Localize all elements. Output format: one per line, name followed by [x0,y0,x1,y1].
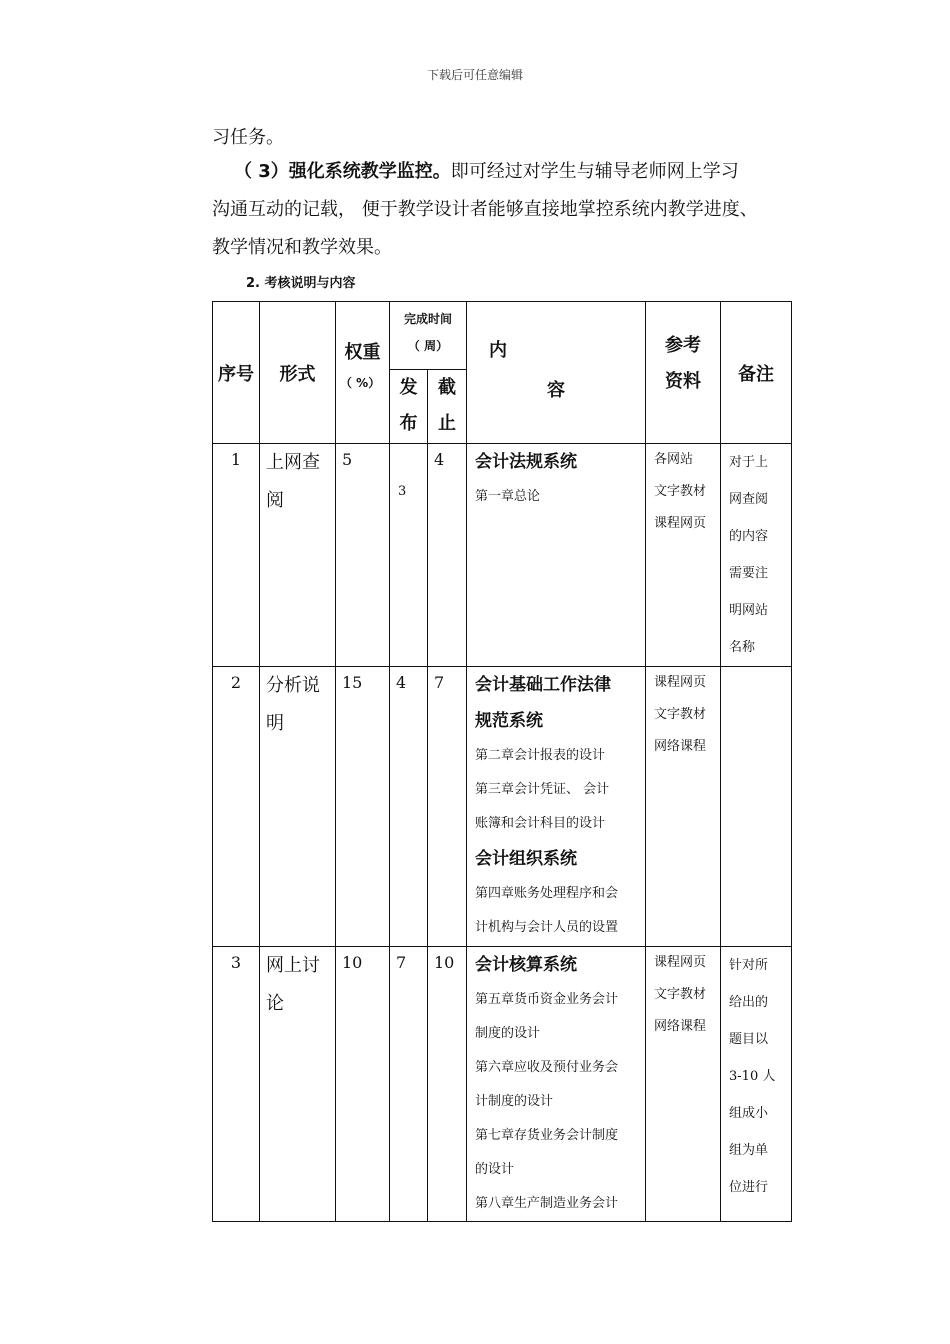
content-chapter: 第五章货币资金业务会计 [475,992,619,1007]
row-form [260,444,336,667]
row-deadline: 10 [428,947,467,1222]
row-seq: 1 [213,444,260,667]
reference-item: 网络课程 [654,739,707,754]
page-header: 下载后可任意编辑 [426,68,523,82]
row-publish [390,444,428,667]
note-line: 需要注 [729,566,769,581]
row-content [467,947,646,1222]
reference-item: 各网站 [654,452,694,467]
row-form-1: 分析说 [266,675,320,696]
row-weight: 5 [336,444,390,667]
content-topic: 会计基础工作法律 [475,675,612,695]
reference-item: 课程网页 [654,955,707,970]
row-publish-value: 3 [398,484,407,499]
section-heading: 2. 考核说明与内容 [246,276,356,291]
content-topic: 会计法规系统 [475,452,578,472]
reference-item: 文字教材 [654,707,707,722]
header-publish-1: 发 [399,377,418,398]
header-seq: 序号 [213,302,260,444]
content-chapter: 第三章会计凭证、 会计 [475,782,610,797]
reference-item: 文字教材 [654,987,707,1002]
content-chapter: 第八章生产制造业务会计 [475,1196,619,1211]
table-row [213,947,792,1222]
assessment-table [212,301,792,1222]
header-form: 形式 [260,302,336,444]
header-note: 备注 [721,302,792,444]
row-deadline: 7 [428,667,467,947]
content-topic: 规范系统 [475,711,544,731]
row-form-2: 明 [266,713,284,734]
header-publish-2: 布 [399,413,418,434]
row-reference [646,667,721,947]
header-content-1: 内 [489,340,508,361]
paragraph-line-2-rest: 即可经过对学生与辅导老师网上学习 [450,161,739,182]
reference-item: 文字教材 [654,484,707,499]
note-line: 给出的 [729,995,769,1010]
header-ref-1: 参考 [665,335,702,356]
row-reference [646,444,721,667]
header-weight-label: 权重 [344,342,381,363]
table-header-row [213,302,792,370]
row-deadline: 4 [428,444,467,667]
content-chapter: 第七章存货业务会计制度 [475,1128,619,1143]
note-line: 针对所 [729,958,769,973]
row-form-1: 上网查 [266,452,320,473]
row-weight: 15 [336,667,390,947]
row-form [260,947,336,1222]
table-row [213,444,792,667]
note-line: 组为单 [729,1143,769,1158]
note-line: 组成小 [729,1106,769,1121]
paragraph-line-4: 教学情况和教学效果。 [212,237,392,258]
row-seq: 2 [213,667,260,947]
content-chapter: 第一章总论 [475,489,541,504]
header-weight-unit: （ %） [340,376,381,390]
row-weight: 10 [336,947,390,1222]
header-deadline-1: 截 [438,377,456,398]
note-line: 网查阅 [729,492,769,507]
content-topic: 会计组织系统 [475,849,578,869]
row-publish: 4 [390,667,428,947]
paragraph-bold-lead: （ 3）强化系统教学监控。 [234,161,451,182]
content-chapter: 的设计 [475,1162,515,1177]
header-content [467,302,646,444]
note-line: 题目以 [729,1032,769,1047]
content-chapter: 账簿和会计科目的设计 [475,816,606,831]
row-form-2: 论 [266,993,284,1014]
row-seq: 3 [213,947,260,1222]
row-note [721,947,792,1222]
header-time-unit: （ 周） [407,339,449,353]
row-form-2: 阅 [266,490,284,511]
content-topic: 会计核算系统 [475,955,578,975]
content-chapter: 计制度的设计 [475,1094,554,1109]
row-reference [646,947,721,1222]
note-line: 对于上 [729,455,769,470]
header-publish [390,370,428,444]
row-form [260,667,336,947]
paragraph-line-1: 习任务。 [212,127,284,148]
reference-item: 课程网页 [654,516,707,531]
content-chapter: 第六章应收及预付业务会 [475,1060,619,1075]
row-content [467,444,646,667]
header-reference [646,302,721,444]
row-note [721,444,792,667]
header-content-2: 容 [547,380,566,401]
header-weight [336,302,390,444]
content-chapter: 计机构与会计人员的设置 [475,920,619,935]
content-chapter: 制度的设计 [475,1026,541,1041]
note-line: 的内容 [729,529,769,544]
row-content [467,667,646,947]
row-form-1: 网上讨 [266,955,320,976]
row-publish: 7 [390,947,428,1222]
paragraph-line-3: 沟通互动的记载， 便于教学设计者能够直接地掌控系统内教学进度、 [212,199,758,220]
reference-item: 网络课程 [654,1019,707,1034]
note-line: 明网站 [729,603,769,618]
content-chapter: 第四章账务处理程序和会 [475,886,619,901]
header-time [390,302,467,370]
header-deadline-2: 止 [438,413,456,434]
row-note [721,667,792,947]
reference-item: 课程网页 [654,675,707,690]
note-line: 位进行 [729,1180,769,1195]
header-deadline [428,370,467,444]
header-ref-2: 资料 [665,371,702,392]
content-chapter: 第二章会计报表的设计 [475,748,606,763]
paragraph-line-2 [234,153,739,191]
header-time-label: 完成时间 [404,312,453,326]
note-line: 3-10 人 [729,1069,776,1084]
note-line: 名称 [729,640,756,655]
table-row [213,667,792,947]
